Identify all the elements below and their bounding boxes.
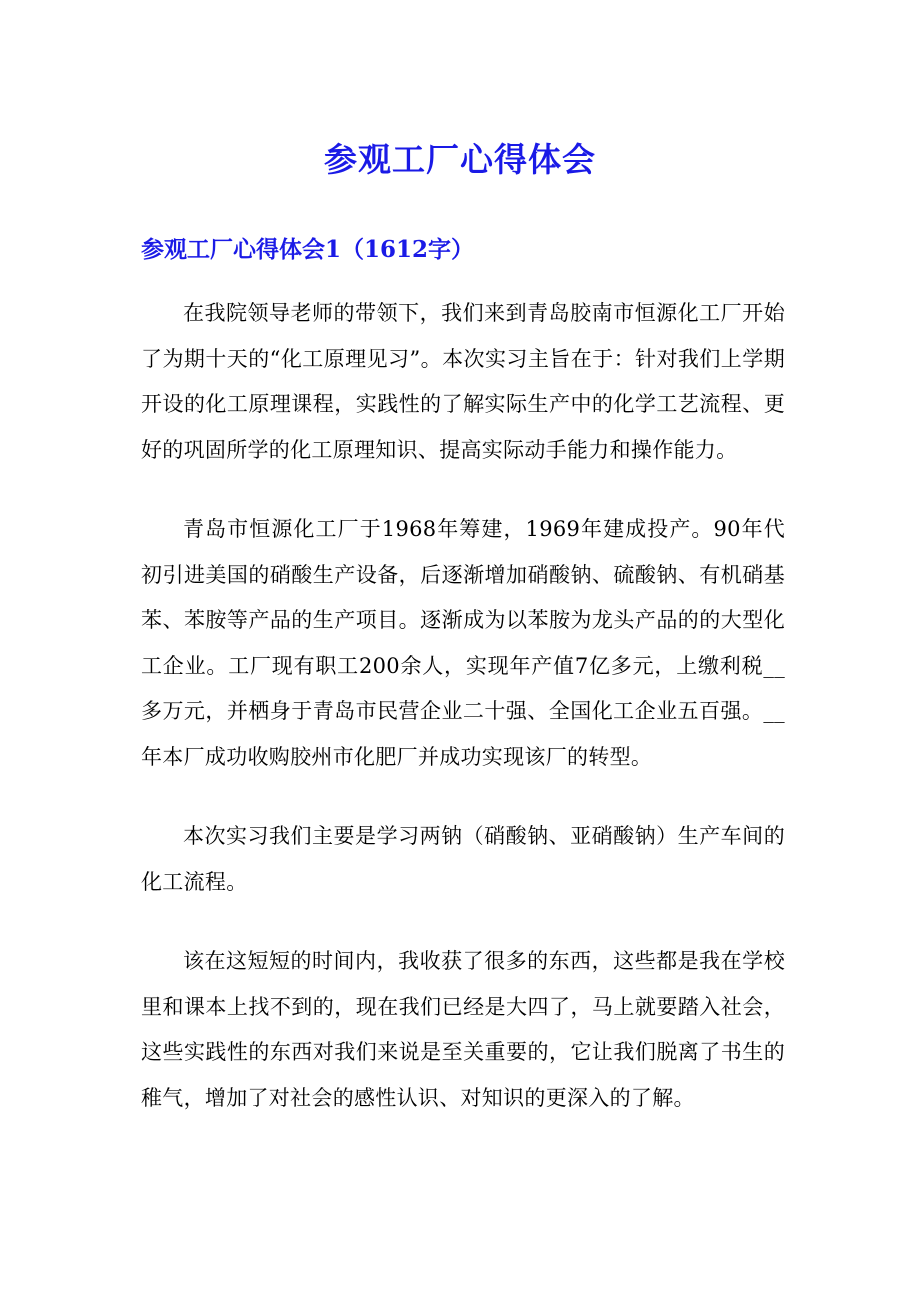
document-title: 参观工厂心得体会 [324,140,596,179]
paragraph-2: 青岛市恒源化工厂于1968年筹建，1969年建成投产。90年代初引进美国的硝酸生产设备，后逐渐增加硝酸钠、硫酸钠、有机硝基苯、苯胺等产品的生产项目。逐渐成为以苯胺为龙头产品的的大型化工企业。工厂现有职工200余人，实现年产值7亿多元，上缴利税__多万元，并栖身于青岛市民营企业二十强、全国化工企业五百强。__年本厂成功收购胶州市化肥厂并成功实现该厂的转型。 [141,517,785,769]
section-heading: 参观工厂心得体会1（1612字） [141,236,475,263]
paragraph-3: 本次实习我们主要是学习两钠（硝酸钠、亚硝酸钠）生产车间的化工流程。 [141,824,785,894]
document-body [141,291,785,1155]
paragraph-4: 该在这短短的时间内，我收获了很多的东西，这些都是我在学校里和课本上找不到的，现在我们已经是大四了，马上就要踏入社会，这些实践性的东西对我们来说是至关重要的，它让我们脱离了书生的稚气，增加了对社会的感性认识、对知识的更深入的了解。 [141,949,785,1110]
paragraph-1: 在我院领导老师的带领下，我们来到青岛胶南市恒源化工厂开始了为期十天的“化工原理见习”。本次实习主旨在于：针对我们上学期开设的化工原理课程，实践性的了解实际生产中的化学工艺流程、更好的巩固所学的化工原理知识、提高实际动手能力和操作能力。 [141,301,785,462]
